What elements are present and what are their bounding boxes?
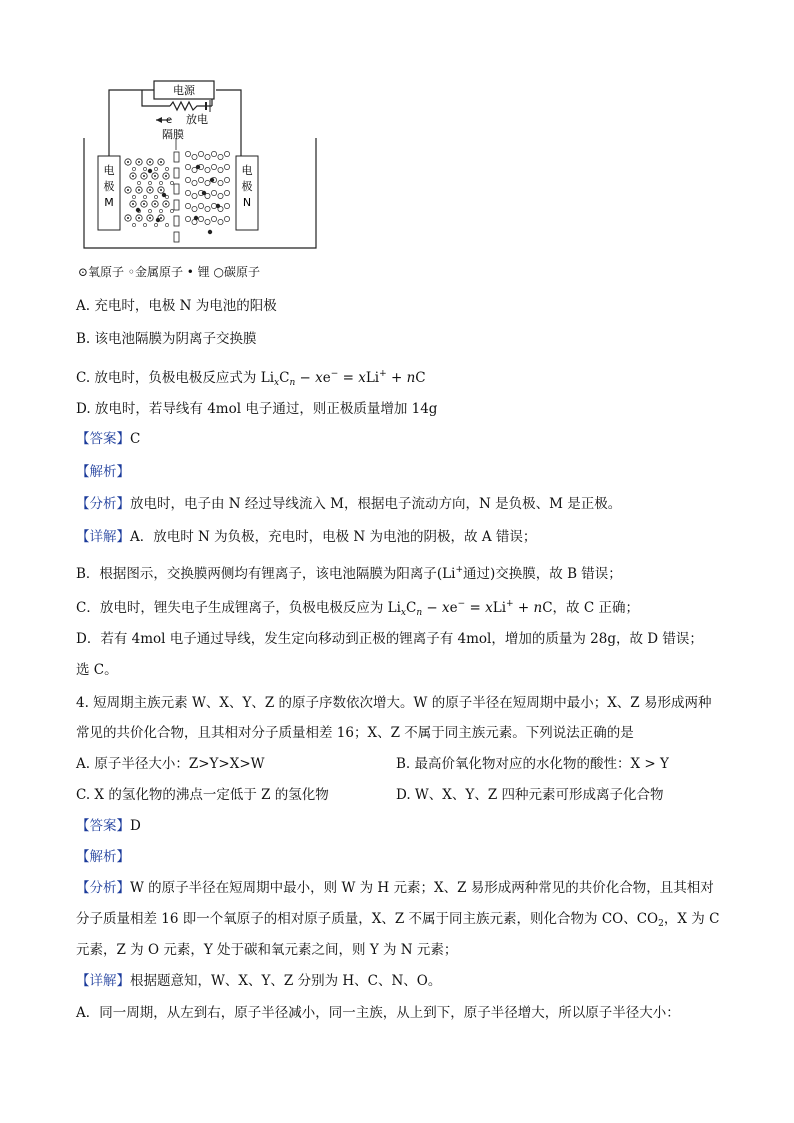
q4-stem-2: 常见的共价化合物，且其相对分子质量相差 16；X、Z 不属于同主族元素。下列说法正确的是 xyxy=(76,725,634,741)
fenxi-tag: 【分析】 xyxy=(76,496,130,512)
q4-xiangjie-text: 根据题意知，W、X、Y、Z 分别为 H、C、N、O。 xyxy=(130,973,442,989)
q4-fenxi-tag: 【分析】 xyxy=(76,880,130,896)
q4-fenxi-3: 元素，Z 为 O 元素，Y 处于碳和氧元素之间，则 Y 为 N 元素； xyxy=(76,942,458,958)
oxygen-atom-center xyxy=(127,161,129,163)
power-label: 电源 xyxy=(173,84,195,97)
q3-conclusion: 选 C。 xyxy=(76,662,118,678)
carbon-atom xyxy=(185,177,190,182)
metal-atom xyxy=(154,167,157,170)
q4-fenxi-1 xyxy=(76,879,714,897)
metal-atom xyxy=(148,181,151,184)
q3-fenxi xyxy=(76,495,621,513)
electrode-m-label-2: 极 xyxy=(103,180,115,193)
q3-answer xyxy=(76,430,140,448)
carbon-atom xyxy=(218,167,223,172)
q4-stem-1: 4. 短周期主族元素 W、X、Y、Z 的原子序数依次增大。W 的原子半径在短周期中最小；X、Z 易形成两种 xyxy=(76,695,712,711)
separator-label: 隔膜 xyxy=(162,128,184,141)
q4-xiangjie-tag: 【详解】 xyxy=(76,973,130,989)
carbon-atom xyxy=(218,154,223,159)
metal-atom xyxy=(165,167,168,170)
oxygen-atom-center xyxy=(127,189,129,191)
carbon-atom xyxy=(211,216,216,221)
carbon-atom xyxy=(198,216,203,221)
metal-atom xyxy=(137,181,140,184)
q3-analysis-tag: 【解析】 xyxy=(76,464,130,480)
electrode-m-label-3: M xyxy=(104,196,114,209)
oxygen-atom-center xyxy=(160,217,162,219)
carbon-atom xyxy=(185,151,190,156)
lithium-atom xyxy=(202,191,206,195)
carbon-atom xyxy=(211,190,216,195)
oxygen-atom-center xyxy=(165,175,167,177)
q3-xiangjie-c: C．放电时，锂失电子生成锂离子，负极电极反应为 $Li_xC_n - xe^- = xLi^+$ + nC，故 C 正确； xyxy=(76,599,639,618)
carbon-atom xyxy=(224,151,229,156)
q3-option-a: A. 充电时，电极 N 为电池的阳极 xyxy=(76,298,277,314)
answer-tag: 【答案】 xyxy=(76,431,130,447)
q3-option-c-text: C. 放电时，负极电极反应式为 xyxy=(76,370,257,386)
battery-diagram xyxy=(76,70,336,270)
carbon-atom xyxy=(185,216,190,221)
carbon-atom xyxy=(211,151,216,156)
carbon-atom xyxy=(224,190,229,195)
oxygen-atom-center xyxy=(160,161,162,163)
arrow-icon xyxy=(156,117,162,123)
q4-fenxi-2-pre: 分子质量相差 16 即一个氧原子的相对原子质量，X、Z 不属于同主族元素，则化合物为 CO、CO xyxy=(76,911,659,927)
carbon-atom xyxy=(205,180,210,185)
metal-atom xyxy=(154,195,157,198)
oxygen-atom-center xyxy=(154,175,156,177)
lithium-atom xyxy=(208,230,212,234)
q4-answer xyxy=(76,817,141,835)
xiangjie-b-post: 通过)交换膜，故 B 错误； xyxy=(463,566,622,582)
oxygen-atom-center xyxy=(138,161,140,163)
metal-atom xyxy=(165,223,168,226)
q3-option-c: C. 放电时，负极电极反应式为 $Li_xC_n - xe^- = xLi^+$ + nC xyxy=(76,369,426,388)
lithium-atom xyxy=(216,204,220,208)
q4-option-a: A. 原子半径大小：Z>Y>X>W xyxy=(76,756,265,772)
oxygen-atom-center xyxy=(149,217,151,219)
oxygen-atom-center xyxy=(154,203,156,205)
q3-option-d: D. 放电时，若导线有 4mol 电子通过，则正极质量增加 14g xyxy=(76,401,438,417)
answer-value: C xyxy=(130,431,141,447)
metal-atom xyxy=(159,181,162,184)
metal-atom xyxy=(170,209,173,212)
carbon-atom xyxy=(198,151,203,156)
q4-fenxi-2: 分子质量相差 16 即一个氧原子的相对原子质量，X、Z 不属于同主族元素，则化合物为 CO、$CO_2$，X 为 C xyxy=(76,911,720,929)
q4-option-b: B. 最高价氧化物对应的水化物的酸性：X > Y xyxy=(396,756,669,772)
xiangjie-tag: 【详解】 xyxy=(76,529,130,545)
carbon-atom xyxy=(211,164,216,169)
lithium-atom xyxy=(196,165,200,169)
xiangjie-c-post: ，故 C 正确； xyxy=(552,600,639,616)
q3-option-b: B. 该电池隔膜为阴离子交换膜 xyxy=(76,331,257,347)
carbon-atom xyxy=(218,193,223,198)
carbon-atom xyxy=(198,177,203,182)
carbon-atom xyxy=(192,193,197,198)
lithium-atom xyxy=(194,216,198,220)
discharge-label: 放电 xyxy=(186,113,208,126)
oxygen-atom-center xyxy=(149,189,151,191)
carbon-atom xyxy=(198,203,203,208)
separator-membrane xyxy=(174,152,179,242)
carbon-atom xyxy=(218,219,223,224)
fenxi-text: 放电时，电子由 N 经过导线流入 M，根据电子流动方向，N 是负极、M 是正极。 xyxy=(130,496,622,512)
q4-fenxi-2-post: ，X 为 C xyxy=(663,911,720,927)
q4-answer-value: D xyxy=(130,818,141,834)
carbon-atom xyxy=(205,167,210,172)
lithium-atom xyxy=(136,208,140,212)
carbon-atom xyxy=(218,180,223,185)
carbon-atom xyxy=(185,164,190,169)
q4-detail-a: A．同一周期，从左到右，原子半径减小，同一主族，从上到下，原子半径增大，所以原子半径大小： xyxy=(76,1005,680,1021)
oxygen-atom-center xyxy=(165,203,167,205)
carbon-atom xyxy=(224,216,229,221)
carbon-atom xyxy=(192,206,197,211)
oxygen-atom-center xyxy=(160,189,162,191)
electrode-n-label-3: N xyxy=(242,196,252,209)
q3-xiangjie-b: B．根据图示，交换膜两侧均有锂离子，该电池隔膜为阳离子(Li+通过)交换膜，故 B 错误； xyxy=(76,565,622,582)
electrode-n-label-1: 电 xyxy=(241,164,253,177)
carbon-atom xyxy=(205,154,210,159)
carbon-atom xyxy=(185,190,190,195)
carbon-atom xyxy=(192,154,197,159)
oxygen-atom-center xyxy=(138,189,140,191)
figure-legend: ⊙氧原子 ◦金属原子 • 锂 ○碳原子 xyxy=(78,265,260,279)
oxygen-atom-center xyxy=(127,217,129,219)
q4-analysis-tag: 【解析】 xyxy=(76,849,130,865)
electron-label: e xyxy=(166,115,173,126)
xiangjie-a-text: A．放电时 N 为负极，充电时，电极 N 为电池的阴极，故 A 错误； xyxy=(130,529,537,545)
oxygen-atom-center xyxy=(132,203,134,205)
lithium-atom xyxy=(148,169,152,173)
q4-answer-tag: 【答案】 xyxy=(76,818,130,834)
carbon-atom xyxy=(205,219,210,224)
xiangjie-b-pre: B．根据图示，交换膜两侧均有锂离子，该电池隔膜为阳离子(Li xyxy=(76,566,456,582)
metal-atom xyxy=(132,167,135,170)
oxygen-atom-center xyxy=(138,217,140,219)
q4-option-c: C. X 的氢化物的沸点一定低于 Z 的氢化物 xyxy=(76,787,329,803)
carbon-atom xyxy=(205,206,210,211)
carbon-atom xyxy=(224,164,229,169)
carbon-atom xyxy=(224,203,229,208)
carbon-atom xyxy=(185,203,190,208)
carbon-atom xyxy=(192,180,197,185)
metal-atom xyxy=(154,223,157,226)
metal-atom xyxy=(148,209,151,212)
xiangjie-c-pre: C．放电时，锂失电子生成锂离子，负极电极反应为 xyxy=(76,600,384,616)
q3-xiangjie-d: D．若有 4mol 电子通过导线，发生定向移动到正极的锂离子有 4mol，增加的质量为 28g，故 D 错误； xyxy=(76,631,703,647)
metal-atom xyxy=(170,181,173,184)
graphite-lattice xyxy=(185,151,229,234)
oxide-lattice xyxy=(125,159,174,227)
q4-xiangjie xyxy=(76,972,441,990)
metal-atom xyxy=(143,195,146,198)
metal-atom xyxy=(132,223,135,226)
lithium-atom xyxy=(162,193,166,197)
carbon-atom xyxy=(224,177,229,182)
lithium-atom xyxy=(210,178,214,182)
q3-xiangjie-a xyxy=(76,528,536,546)
electrode-n-label-2: 极 xyxy=(241,180,253,193)
metal-atom xyxy=(132,195,135,198)
carbon-atom xyxy=(192,219,197,224)
oxygen-atom-center xyxy=(143,203,145,205)
metal-atom xyxy=(159,209,162,212)
q4-fenxi-1-text: W 的原子半径在短周期中最小，则 W 为 H 元素；X、Z 易形成两种常见的共价化合物，且其相对 xyxy=(130,880,714,896)
metal-atom xyxy=(143,167,146,170)
metal-atom xyxy=(143,223,146,226)
electrode-m-label-1: 电 xyxy=(103,164,115,177)
oxygen-atom-center xyxy=(132,175,134,177)
oxygen-atom-center xyxy=(149,161,151,163)
lithium-atom xyxy=(156,218,160,222)
q4-option-d: D. W、X、Y、Z 四种元素可形成离子化合物 xyxy=(396,787,664,803)
oxygen-atom-center xyxy=(143,175,145,177)
